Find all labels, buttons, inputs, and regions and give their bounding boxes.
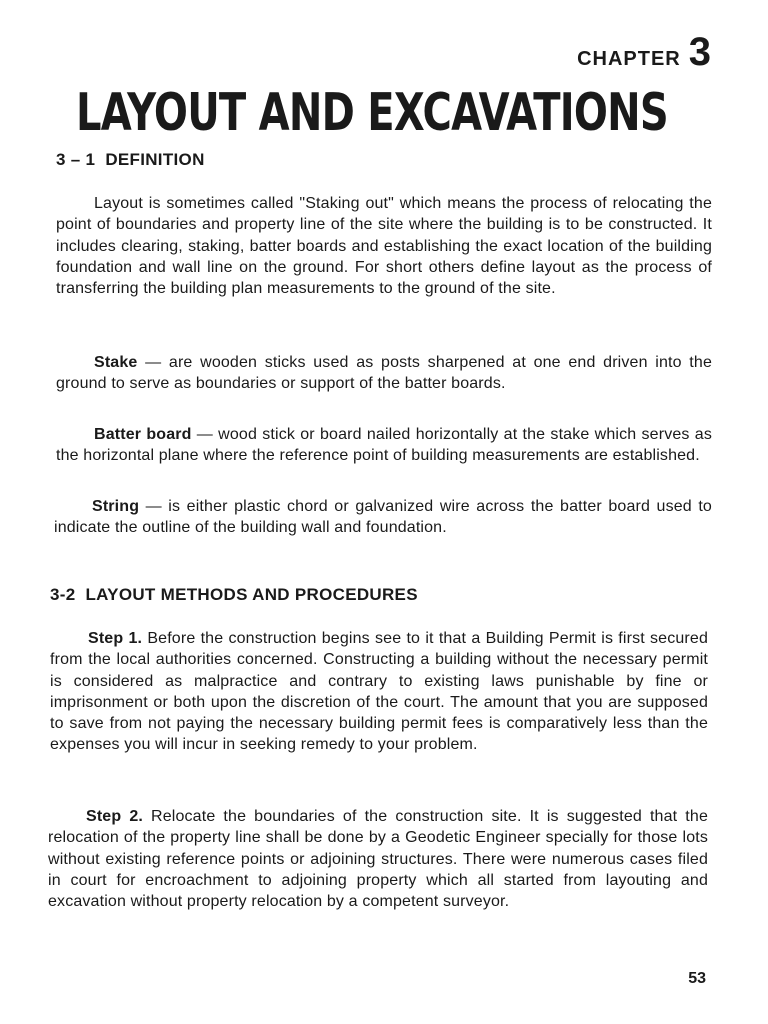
chapter-label: [577, 30, 712, 75]
step-1-paragraph: [50, 628, 708, 756]
chapter-number: 3: [688, 30, 712, 74]
page-number: 53: [688, 970, 706, 987]
term-string: [54, 496, 712, 539]
section-title: DEFINITION: [105, 150, 205, 169]
chapter-word: CHAPTER: [577, 48, 681, 70]
term-stake: [56, 352, 712, 395]
term-definition: — are wooden sticks used as posts sharpened at one end driven into the ground to serve as boundaries or support of the batter boards.: [56, 354, 712, 393]
term-label: String: [92, 498, 140, 515]
section-number: 3-2: [50, 585, 76, 604]
step-text: Before the construction begins see to it that a Building Permit is first secured from the local authorities concerned. Constructing a building without the necessary permit is considered as malpractice and contrary to existing laws punishable by fine or imprisonment or both upon the discretion of the court. The amount that you are supposed to save from not paying the necessary building permit fees is comparatively less than the expenses you will incur in seeking remedy to your problem.: [50, 630, 708, 754]
term-definition: — wood stick or board nailed horizontally at the stake which serves as the horizontal plane where the reference point of building measurements are established.: [56, 426, 712, 465]
step-text: Relocate the boundaries of the construction site. It is suggested that the relocation of the property line shall be done by a Geodetic Engineer specially for those lots without existing reference points or adjoining structures. There were numerous cases filed in court for encroachment to adjoining property which all started from layouting and excavation without property relocation by a competent surveyor.: [48, 808, 708, 911]
term-definition: — is either plastic chord or galvanized wire across the batter board used to indicate the outline of the building wall and foundation.: [54, 498, 712, 537]
step-2-paragraph: [48, 806, 708, 912]
term-label: Batter board: [94, 426, 192, 443]
section-heading-layout-methods: [50, 585, 418, 605]
definition-paragraph: Layout is sometimes called "Staking out" which means the process of relocating the point of boundaries and property line of the site where the building is to be constructed. It includes clearing, staking, batter boards and establishing the exact location of the building foundation and wall line on the ground. For short others define layout as the process of transferring the building plan measurements to the ground of the site.: [56, 195, 712, 298]
section-heading-definition: [56, 150, 205, 170]
section-title: LAYOUT METHODS AND PROCEDURES: [85, 585, 418, 604]
term-label: Stake: [94, 354, 138, 371]
step-label: Step 2.: [86, 808, 143, 825]
step-label: Step 1.: [88, 630, 143, 647]
term-batter-board: [56, 424, 712, 467]
section-number: 3 – 1: [56, 150, 96, 169]
chapter-title: LAYOUT AND EXCAVATIONS: [76, 83, 668, 143]
